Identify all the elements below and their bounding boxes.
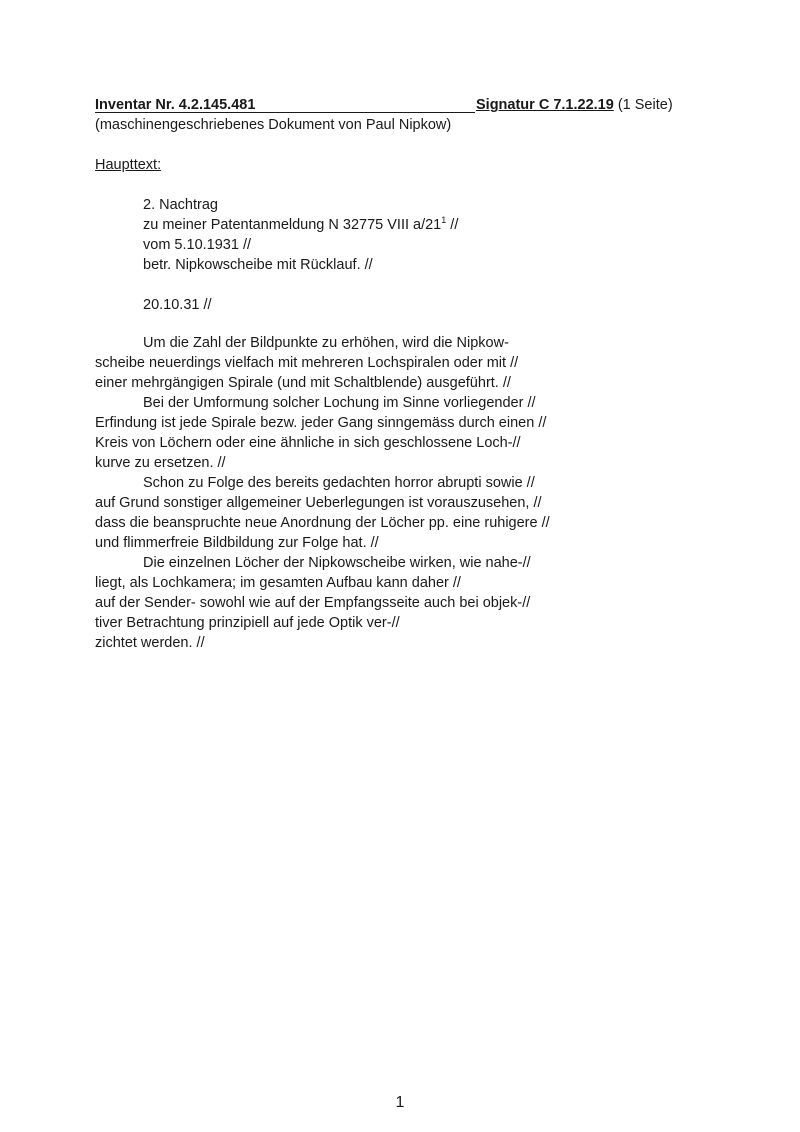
address-line-4: betr. Nipkowscheibe mit Rücklauf. // (143, 257, 373, 273)
body-line: kurve zu ersetzen. // (95, 455, 226, 471)
signature-block (476, 95, 673, 115)
body-line: und flimmerfreie Bildbildung zur Folge hat. // (95, 535, 379, 551)
inventory-number: Inventar Nr. 4.2.145.481 (95, 97, 256, 113)
body-line: tiver Betrachtung prinzipiell auf jede Optik ver-// (95, 615, 400, 631)
footnote-marker: 1 (441, 215, 447, 225)
date-line: 20.10.31 // (143, 297, 212, 313)
body-line: Schon zu Folge des bereits gedachten horror abrupti sowie // (143, 475, 535, 491)
inventory-underline (95, 95, 475, 113)
body-line: Die einzelnen Löcher der Nipkowscheibe wirken, wie nahe-// (143, 555, 531, 571)
body-line: auf Grund sonstiger allgemeiner Ueberlegungen ist vorauszusehen, // (95, 495, 542, 511)
body-line: Kreis von Löchern oder eine ähnliche in sich geschlossene Loch-// (95, 435, 521, 451)
page-number: 1 (395, 1094, 405, 1111)
page-count: (1 Seite) (617, 97, 673, 113)
document-description: (maschinengeschriebenes Dokument von Paul Nipkow) (95, 117, 452, 133)
header-row (95, 95, 673, 115)
address-line-2 (143, 215, 458, 235)
body-line: Erfindung ist jede Spirale bezw. jeder Gang sinngemäss durch einen // (95, 415, 547, 431)
body-line: scheibe neuerdings vielfach mit mehreren Lochspiralen oder mit // (95, 355, 519, 371)
address-line-2-text: zu meiner Patentanmeldung N 32775 VIII a/21 (143, 217, 442, 233)
body-line: liegt, als Lochkamera; im gesamten Aufbau kann daher // (95, 575, 461, 591)
body-line: einer mehrgängigen Spirale (und mit Schaltblende) ausgeführt. // (95, 375, 511, 391)
address-line-2-tail: // (446, 217, 459, 233)
section-title: Haupttext: (95, 157, 162, 173)
body-line: Bei der Umformung solcher Lochung im Sinne vorliegender // (143, 395, 536, 411)
body-line: dass die beanspruchte neue Anordnung der Löcher pp. eine ruhigere // (95, 515, 550, 531)
address-line-3: vom 5.10.1931 // (143, 237, 252, 253)
signature-number: Signatur C 7.1.22.19 (476, 97, 614, 113)
body-line: zichtet werden. // (95, 635, 205, 651)
address-line-1: 2. Nachtrag (143, 197, 218, 213)
body-line: Um die Zahl der Bildpunkte zu erhöhen, wird die Nipkow- (143, 335, 509, 351)
body-line: auf der Sender- sowohl wie auf der Empfangsseite auch bei objek-// (95, 595, 531, 611)
